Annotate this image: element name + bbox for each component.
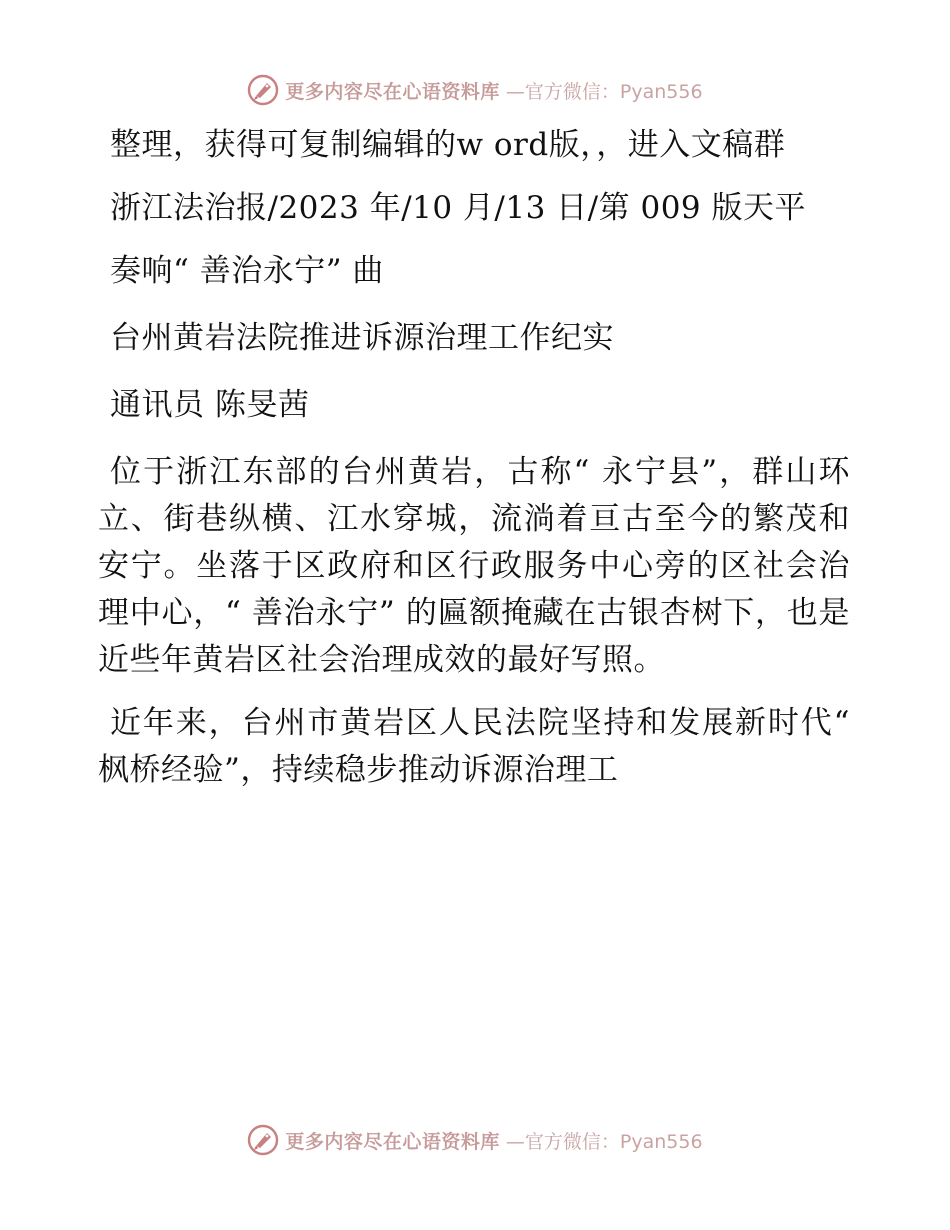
- header-watermark: [0, 70, 950, 110]
- article-subtitle: 台州黄岩法院推进诉源治理工作纪实: [110, 320, 614, 356]
- pen-nib-logo-icon: [247, 74, 279, 106]
- body-paragraph: 位于浙江东部的台州黄岩，古称“ 永宁县”，群山环立、街巷纵横、江水穿城，流淌着亘古至今的繁茂和安宁。坐落于区政府和区行政服务中心旁的区社会治理中心，“ 善治永宁” 的匾额掩藏在古银杏树下，也是近些年黄岩区社会治理成效的最好写照。: [98, 454, 850, 678]
- watermark-text: 更多内容尽在心语资料库: [285, 80, 500, 103]
- pen-nib-logo-icon: [247, 1124, 279, 1156]
- body-paragraph: 近年来，台州市黄岩区人民法院坚持和发展新时代“ 枫桥经验”，持续稳步推动诉源治理工: [98, 705, 850, 788]
- footer-watermark: [0, 1120, 950, 1160]
- watermark-contact: —官方微信：Pyan556: [505, 1130, 703, 1153]
- article-title: 奏响“ 善治永宁” 曲: [110, 253, 384, 289]
- source-line: 浙江法治报/2023 年/10 月/13 日/第 009 版天平: [110, 190, 807, 226]
- watermark-text: 更多内容尽在心语资料库: [285, 1130, 500, 1153]
- document-body: [98, 122, 850, 810]
- watermark-contact: —官方微信：Pyan556: [505, 80, 703, 103]
- intro-note: 整理，获得可复制编辑的w ord版，，进入文稿群: [110, 127, 786, 163]
- author-line: 通讯员 陈旻茜: [110, 387, 310, 423]
